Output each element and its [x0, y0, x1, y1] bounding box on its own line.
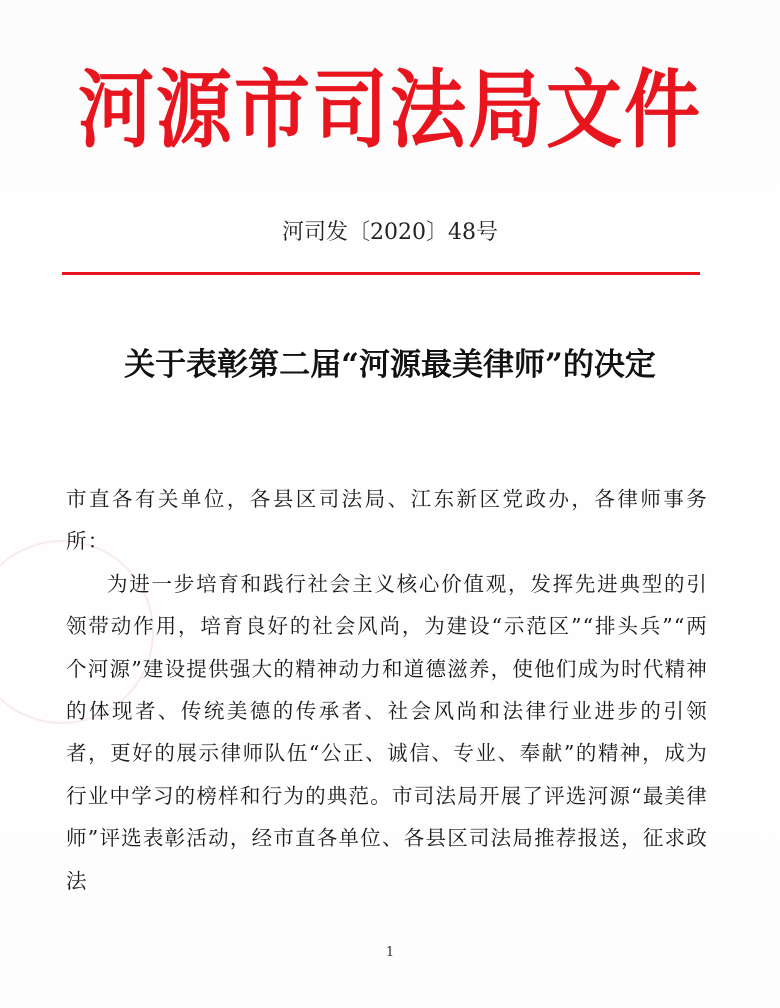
addressee-line: 市直各有关单位，各县区司法局、江东新区党政办，各律师事务所： [66, 487, 708, 554]
document-number: 河司发〔2020〕48号 [282, 220, 498, 245]
red-divider-line [62, 272, 700, 275]
document-title: 关于表彰第二届“河源最美律师”的决定 [124, 347, 656, 383]
body-paragraph: 为进一步培育和践行社会主义核心价值观，发挥先进典型的引领带动作用，培育良好的社会风尚，为建设“示范区”“排头兵”“两个河源”建设提供强大的精神动力和道德滋养，使他们成为时代精神的体现者、传统美德的传承者、社会风尚和法律行业进步的引领者，更好的展示律师队伍“公正、诚信、专业、奉献”的精神，成为行业中学习的榜样和行为的典范。市司法局开展了评选河源“最美律师”评选表彰活动，经市直各单位、各县区司法局推荐报送，征求政法 [66, 571, 708, 893]
issuer-header: 河源市司法局文件 [78, 60, 702, 160]
page-number: 1 [385, 945, 395, 960]
document-body [66, 478, 708, 902]
